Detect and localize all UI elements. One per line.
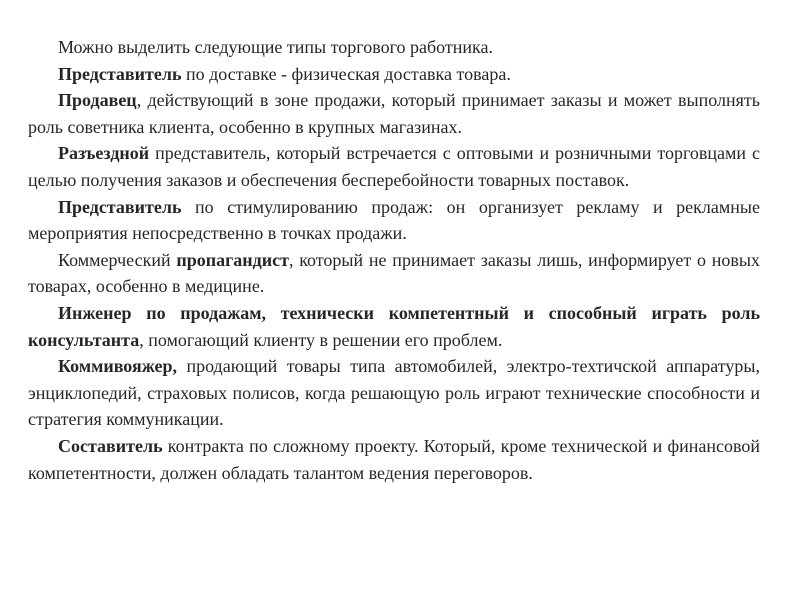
term-contract-composer: Составитель xyxy=(58,435,163,456)
traveling-description: представитель, который встречается с оптовыми и розничными торговцами с целью получения заказов и обеспечения бесперебойности товарных поставок. xyxy=(28,143,760,190)
term-promotion-representative: Представитель xyxy=(58,196,182,217)
term-representative: Представитель xyxy=(58,63,182,84)
intro-text: Можно выделить следующие типы торгового работника. xyxy=(58,37,494,57)
term-salesperson: Продавец xyxy=(58,90,137,111)
delivery-representative-paragraph xyxy=(28,61,760,88)
sales-engineer-description: , помогающий клиенту в решении его проблем. xyxy=(139,329,503,350)
contract-composer-paragraph xyxy=(28,433,760,486)
propagandist-paragraph xyxy=(28,247,760,300)
promotion-representative-paragraph xyxy=(28,194,760,247)
term-propagandist: пропагандист xyxy=(176,249,289,270)
contract-composer-description: контракта по сложному проекту. Который, кроме технической и финансовой компетентности, должен обладать талантом ведения переговоров. xyxy=(28,435,760,483)
slide-text-body xyxy=(28,34,760,486)
propagandist-prefix: Коммерческий xyxy=(58,249,177,270)
salesperson-paragraph xyxy=(28,87,760,140)
delivery-description: по доставке - физическая доставка товара. xyxy=(181,63,511,84)
traveling-representative-paragraph xyxy=(28,140,760,193)
commercial-traveler-paragraph xyxy=(28,353,760,433)
sales-engineer-paragraph xyxy=(28,300,760,353)
term-traveling: Разъездной xyxy=(58,143,150,164)
term-sales-engineer: Инженер по продажам, технически компетентный и способный играть роль консультанта xyxy=(28,302,760,350)
propagandist-description: , который не принимает заказы лишь, информирует о новых товарах, особенно в медицине. xyxy=(28,249,760,297)
salesperson-description: , действующий в зоне продажи, который принимает заказы и может выполнять роль советника клиента, особенно в крупных магазинах. xyxy=(28,90,760,137)
promotion-description: по стимулированию продаж: он организует рекламу и рекламные мероприятия непосредственно в точках продажи. xyxy=(28,196,760,244)
intro-paragraph xyxy=(28,34,760,61)
commercial-traveler-description: продающий товары типа автомобилей, электро-техтичской аппаратуры, энциклопедий, страховых полисов, когда решающую роль играют технические способности и стратегия коммуникации. xyxy=(28,356,760,430)
term-commercial-traveler: Коммивояжер, xyxy=(58,356,178,377)
